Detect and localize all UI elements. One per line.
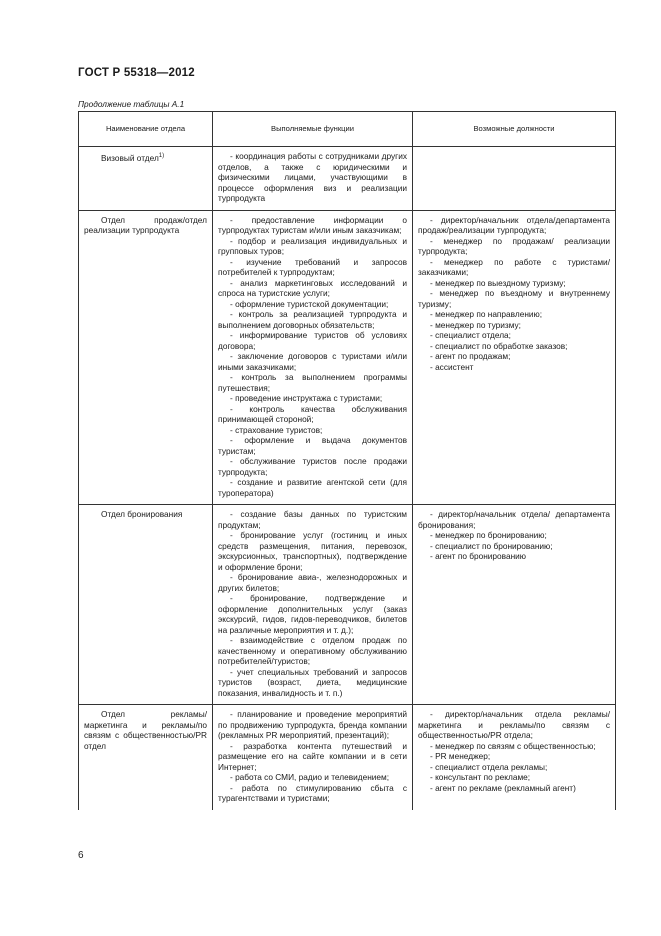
function-item: - бронирование авиа-, железнодорожных и других билетов; (218, 572, 407, 593)
function-item: - оформление туристской документации; (230, 298, 389, 309)
position-item: - менеджер по выездному туризму; (430, 277, 566, 288)
departments-table (78, 111, 616, 810)
table-row (79, 147, 616, 211)
function-item: - бронирование услуг (гостиниц и иных средств размещения, питания, перевозок, экскурсионных, транспортных), подтверждение и оформление брони; (218, 530, 407, 572)
position-item: - специалист отдела; (430, 330, 511, 340)
position-item: - консультант по рекламе; (430, 772, 531, 782)
function-item: - взаимодействие с отделом продаж по качественному и оперативному обслуживанию потребителей/туристов; (218, 635, 407, 666)
position-item: - PR менеджер; (430, 751, 491, 761)
position-item: - менеджер по бронированию; (430, 530, 547, 540)
position-item: - менеджер по связям с общественностью; (430, 740, 596, 751)
functions-cell (213, 210, 413, 505)
function-item: - работа со СМИ, радио и телевидением; (230, 772, 390, 782)
table-continuation-caption: Продолжение таблицы А.1 (78, 99, 185, 109)
function-item: - анализ маркетинговых исследований и спроса на туристские услуги; (218, 277, 407, 298)
function-item: - планирование и проведение мероприятий по продвижению турпродукта, бренда компании (рекламных PR мероприятий, презентаций); (218, 709, 407, 740)
function-item: - обслуживание туристов после продажи турпродукта; (218, 456, 407, 477)
position-item: - агент по рекламе (рекламный агент) (430, 782, 576, 793)
function-item: - проведение инструктажа с туристами; (230, 393, 383, 403)
table-row (79, 505, 616, 705)
position-item: - менеджер по туризму; (430, 319, 521, 330)
table-header-row (79, 112, 616, 147)
function-item: - создание и развитие агентской сети (для туроператора) (218, 477, 407, 498)
table-row (79, 210, 616, 505)
department-name-cell (79, 505, 213, 705)
table-body (79, 147, 616, 810)
department-name: Отдел бронирования (101, 509, 183, 519)
page-number: 6 (78, 850, 84, 861)
functions-cell (213, 705, 413, 810)
position-item: - специалист по обработке заказов; (430, 340, 568, 351)
footnote-marker: 1) (158, 153, 165, 159)
function-item: - контроль за реализацией турпродукта и выполнением договорных обязательств; (218, 309, 407, 330)
function-item: - разработка контента путешествий и размещение его на сайте компании и в сети Интернет; (218, 740, 407, 772)
function-item: - информирование туристов об условиях договора; (218, 330, 407, 351)
column-header-functions: Выполняемые функции (213, 112, 413, 147)
function-item: - работа по стимулированию сбыта с турагентствами и туристами; (218, 782, 407, 803)
function-item: - страхование туристов; (230, 424, 323, 435)
position-item: - специалист по бронированию; (430, 540, 553, 551)
column-header-department: Наименование отдела (79, 112, 213, 147)
department-name: Визовый отдел (101, 152, 159, 163)
function-item: - контроль за выполнением программы путешествия; (218, 372, 407, 393)
functions-cell (213, 505, 413, 705)
function-item: - контроль качества обслуживания принимающей стороной; (218, 403, 407, 424)
functions-cell (213, 147, 413, 211)
function-item: - создание базы данных по туристским продуктам; (218, 509, 407, 530)
position-item: - директор/начальник отдела/департамента продаж/реализации турпродукта; (418, 214, 610, 235)
document-title: ГОСТ Р 55318—2012 (78, 67, 195, 79)
function-item: - оформление и выдача документов туристам; (218, 435, 407, 456)
column-header-positions: Возможные должности (413, 112, 616, 147)
function-item: - подбор и реализация индивидуальных и групповых туров; (218, 235, 407, 256)
position-item: - агент по бронированию (430, 551, 527, 561)
position-item: - директор/начальник отдела рекламы/маркетинга и рекламы/по связям с общественностью/PR отдела; (418, 709, 610, 740)
department-name: Отдел рекламы/маркетинга и рекламы/по связям с общественностью/PR отдел (84, 709, 207, 751)
department-name-cell (79, 210, 213, 505)
function-item: - бронирование, подтверждение и оформление дополнительных услуг (заказ экскурсий, гидов, гидов-переводчиков, билетов на различные мероприятия и т. д.); (218, 593, 407, 635)
position-item: - ассистент (430, 361, 474, 372)
position-item: - менеджер по продажам/ реализации турпродукта; (418, 235, 610, 256)
position-item: - директор/начальник отдела/ департамента бронирования; (418, 509, 610, 530)
function-item: - координация работы с сотрудниками других отделов, а также с юридическими и физическими лицами, участвующими в процессе оформления виз и реализации турпродукта (218, 151, 407, 203)
positions-cell (413, 505, 616, 705)
position-item: - менеджер по въездному и внутреннему туризму; (418, 288, 610, 309)
function-item: - изучение требований и запросов потребителей к турпродуктам; (218, 256, 407, 277)
position-item: - специалист отдела рекламы; (430, 761, 548, 772)
positions-cell (413, 705, 616, 810)
function-item: - предоставление информации о турпродуктах туристам и/или иным заказчикам; (218, 214, 407, 235)
department-name: Отдел продаж/отдел реализации турпродукта (84, 214, 207, 235)
position-item: - менеджер по работе с туристами/заказчиками; (418, 256, 610, 277)
positions-cell (413, 147, 616, 211)
position-item: - менеджер по направлению; (430, 309, 543, 319)
function-item: - учет специальных требований и запросов туристов (возраст, диета, медицинские показания, инвалидность и т. п.) (218, 666, 407, 698)
table-row (79, 705, 616, 810)
department-name-cell (79, 705, 213, 810)
position-item: - агент по продажам; (430, 351, 511, 361)
department-name-cell (79, 147, 213, 211)
function-item: - заключение договоров с туристами и/или иными заказчиками; (218, 351, 407, 372)
positions-cell (413, 210, 616, 505)
